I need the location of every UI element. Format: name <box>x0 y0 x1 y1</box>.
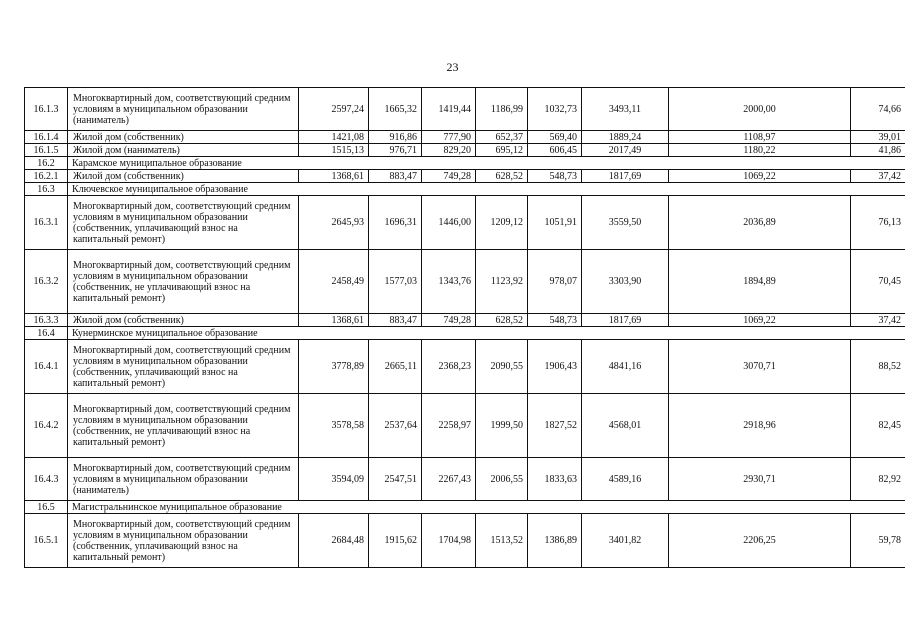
row-code: 16.4.1 <box>25 340 68 394</box>
row-description: Многоквартирный дом, соответствующий средним условиям в муниципальном образовании (наниматель) <box>68 458 299 501</box>
row-code: 16.3.1 <box>25 196 68 250</box>
row-description: Жилой дом (собственник) <box>68 131 299 144</box>
row-code: 16.3 <box>25 183 68 196</box>
table-row <box>25 514 905 568</box>
section-title: Кунерминское муниципальное образование <box>68 327 905 340</box>
value-cell: 2017,49 <box>582 144 669 157</box>
table-row <box>25 314 905 327</box>
row-code: 16.2 <box>25 157 68 170</box>
row-description: Многоквартирный дом, соответствующий средним условиям в муниципальном образовании (собственник, не уплачивающий взнос на капитальный ремонт) <box>68 250 299 314</box>
value-cell: 2206,25 <box>669 514 851 568</box>
value-cell: 2090,55 <box>476 340 528 394</box>
value-cell: 1446,00 <box>422 196 476 250</box>
value-cell: 548,73 <box>528 314 582 327</box>
value-cell: 70,45 <box>851 250 905 314</box>
value-cell: 74,66 <box>851 88 905 131</box>
value-cell: 652,37 <box>476 131 528 144</box>
value-cell: 1665,32 <box>369 88 422 131</box>
value-cell: 3401,82 <box>582 514 669 568</box>
value-cell: 628,52 <box>476 314 528 327</box>
row-code: 16.1.5 <box>25 144 68 157</box>
value-cell: 1209,12 <box>476 196 528 250</box>
value-cell: 3070,71 <box>669 340 851 394</box>
value-cell: 2458,49 <box>299 250 369 314</box>
value-cell: 1704,98 <box>422 514 476 568</box>
section-row <box>25 157 905 170</box>
page-number: 23 <box>446 60 459 74</box>
table-row <box>25 458 905 501</box>
row-description: Многоквартирный дом, соответствующий средним условиям в муниципальном образовании (собственник, уплачивающий взнос на капитальный ремонт) <box>68 196 299 250</box>
row-code: 16.4 <box>25 327 68 340</box>
section-row <box>25 183 905 196</box>
value-cell: 1513,52 <box>476 514 528 568</box>
value-cell: 569,40 <box>528 131 582 144</box>
value-cell: 2547,51 <box>369 458 422 501</box>
value-cell: 1368,61 <box>299 170 369 183</box>
value-cell: 777,90 <box>422 131 476 144</box>
value-cell: 749,28 <box>422 170 476 183</box>
section-title: Магистральнинское муниципальное образование <box>68 501 905 514</box>
value-cell: 3559,50 <box>582 196 669 250</box>
row-code: 16.3.3 <box>25 314 68 327</box>
tariff-table <box>24 87 905 568</box>
row-description: Жилой дом (собственник) <box>68 170 299 183</box>
value-cell: 1906,43 <box>528 340 582 394</box>
value-cell: 2930,71 <box>669 458 851 501</box>
row-code: 16.5.1 <box>25 514 68 568</box>
value-cell: 1817,69 <box>582 170 669 183</box>
table-row <box>25 340 905 394</box>
value-cell: 2036,89 <box>669 196 851 250</box>
value-cell: 1696,31 <box>369 196 422 250</box>
value-cell: 88,52 <box>851 340 905 394</box>
value-cell: 3578,58 <box>299 394 369 458</box>
value-cell: 76,13 <box>851 196 905 250</box>
table-row <box>25 196 905 250</box>
value-cell: 548,73 <box>528 170 582 183</box>
row-code: 16.1.3 <box>25 88 68 131</box>
value-cell: 1827,52 <box>528 394 582 458</box>
value-cell: 3303,90 <box>582 250 669 314</box>
value-cell: 1069,22 <box>669 170 851 183</box>
value-cell: 3594,09 <box>299 458 369 501</box>
value-cell: 695,12 <box>476 144 528 157</box>
value-cell: 1180,22 <box>669 144 851 157</box>
value-cell: 2006,55 <box>476 458 528 501</box>
table-row <box>25 394 905 458</box>
value-cell: 3778,89 <box>299 340 369 394</box>
value-cell: 41,86 <box>851 144 905 157</box>
section-row <box>25 501 905 514</box>
value-cell: 976,71 <box>369 144 422 157</box>
value-cell: 37,42 <box>851 314 905 327</box>
value-cell: 2918,96 <box>669 394 851 458</box>
value-cell: 1343,76 <box>422 250 476 314</box>
row-description: Жилой дом (наниматель) <box>68 144 299 157</box>
row-code: 16.4.3 <box>25 458 68 501</box>
value-cell: 1889,24 <box>582 131 669 144</box>
value-cell: 1123,92 <box>476 250 528 314</box>
value-cell: 59,78 <box>851 514 905 568</box>
value-cell: 2537,64 <box>369 394 422 458</box>
value-cell: 1817,69 <box>582 314 669 327</box>
value-cell: 2267,43 <box>422 458 476 501</box>
row-code: 16.1.4 <box>25 131 68 144</box>
value-cell: 1108,97 <box>669 131 851 144</box>
row-description: Многоквартирный дом, соответствующий средним условиям в муниципальном образовании (собственник, уплачивающий взнос на капитальный ремонт) <box>68 340 299 394</box>
value-cell: 1386,89 <box>528 514 582 568</box>
value-cell: 1051,91 <box>528 196 582 250</box>
value-cell: 883,47 <box>369 314 422 327</box>
value-cell: 2665,11 <box>369 340 422 394</box>
value-cell: 1186,99 <box>476 88 528 131</box>
row-description: Многоквартирный дом, соответствующий средним условиям в муниципальном образовании (наниматель) <box>68 88 299 131</box>
value-cell: 628,52 <box>476 170 528 183</box>
table-row <box>25 144 905 157</box>
value-cell: 82,92 <box>851 458 905 501</box>
value-cell: 916,86 <box>369 131 422 144</box>
row-description: Многоквартирный дом, соответствующий средним условиям в муниципальном образовании (собственник, уплачивающий взнос на капитальный ремонт) <box>68 514 299 568</box>
value-cell: 37,42 <box>851 170 905 183</box>
value-cell: 4589,16 <box>582 458 669 501</box>
value-cell: 606,45 <box>528 144 582 157</box>
value-cell: 1069,22 <box>669 314 851 327</box>
section-title: Карамское муниципальное образование <box>68 157 905 170</box>
value-cell: 1833,63 <box>528 458 582 501</box>
value-cell: 749,28 <box>422 314 476 327</box>
value-cell: 4568,01 <box>582 394 669 458</box>
value-cell: 1419,44 <box>422 88 476 131</box>
value-cell: 2645,93 <box>299 196 369 250</box>
table-row <box>25 170 905 183</box>
row-code: 16.2.1 <box>25 170 68 183</box>
value-cell: 1999,50 <box>476 394 528 458</box>
row-code: 16.5 <box>25 501 68 514</box>
value-cell: 3493,11 <box>582 88 669 131</box>
row-code: 16.3.2 <box>25 250 68 314</box>
value-cell: 1032,73 <box>528 88 582 131</box>
value-cell: 1915,62 <box>369 514 422 568</box>
value-cell: 1894,89 <box>669 250 851 314</box>
table-row <box>25 88 905 131</box>
value-cell: 978,07 <box>528 250 582 314</box>
value-cell: 2258,97 <box>422 394 476 458</box>
row-description: Многоквартирный дом, соответствующий средним условиям в муниципальном образовании (собственник, не уплачивающий взнос на капитальный ремонт) <box>68 394 299 458</box>
value-cell: 1577,03 <box>369 250 422 314</box>
value-cell: 1515,13 <box>299 144 369 157</box>
value-cell: 2000,00 <box>669 88 851 131</box>
value-cell: 1421,08 <box>299 131 369 144</box>
section-title: Ключевское муниципальное образование <box>68 183 905 196</box>
value-cell: 2597,24 <box>299 88 369 131</box>
value-cell: 4841,16 <box>582 340 669 394</box>
value-cell: 2368,23 <box>422 340 476 394</box>
table-row <box>25 250 905 314</box>
value-cell: 883,47 <box>369 170 422 183</box>
row-code: 16.4.2 <box>25 394 68 458</box>
value-cell: 82,45 <box>851 394 905 458</box>
value-cell: 829,20 <box>422 144 476 157</box>
value-cell: 2684,48 <box>299 514 369 568</box>
row-description: Жилой дом (собственник) <box>68 314 299 327</box>
table-row <box>25 131 905 144</box>
value-cell: 1368,61 <box>299 314 369 327</box>
section-row <box>25 327 905 340</box>
value-cell: 39,01 <box>851 131 905 144</box>
